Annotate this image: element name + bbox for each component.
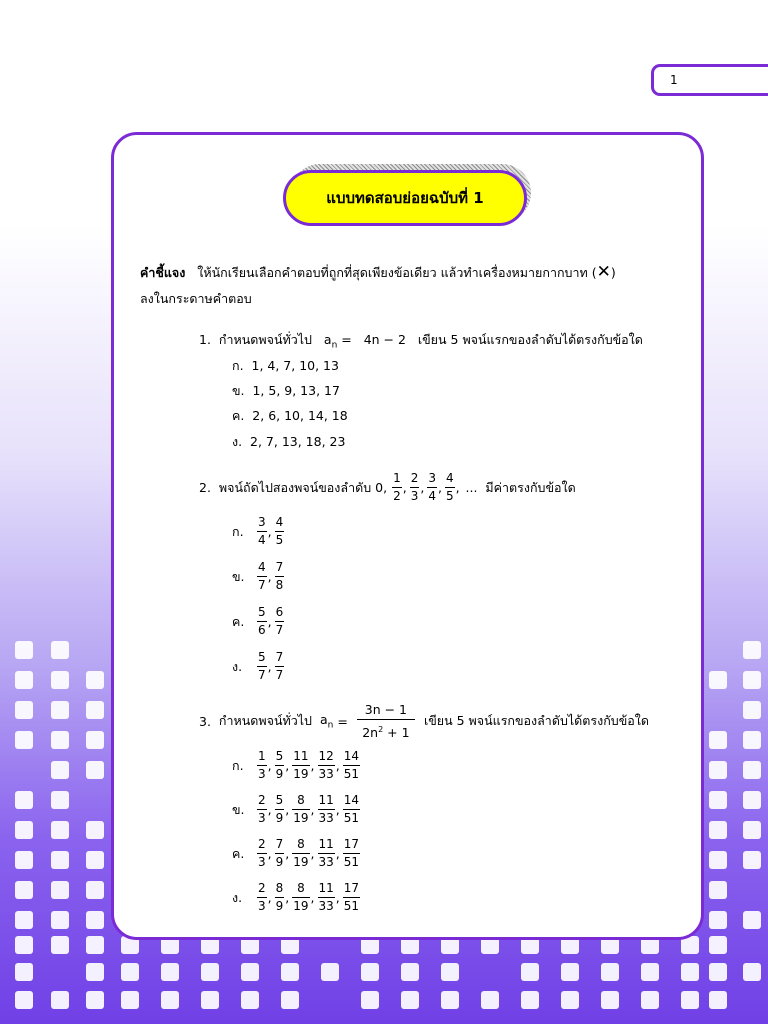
- question-1-formula: 4n − 2: [363, 332, 406, 347]
- page-number: 1: [670, 73, 678, 87]
- decor-square: [401, 991, 419, 1009]
- decor-square: [121, 991, 139, 1009]
- instructions-heading: คำชี้แจง: [140, 265, 186, 280]
- quiz-title: แบบทดสอบย่อยฉบับที่ 1: [283, 170, 527, 226]
- decor-square: [743, 911, 761, 929]
- choice-fraction: $\frac{7}{9}$: [275, 837, 284, 869]
- decor-square: [361, 991, 379, 1009]
- decor-square: [15, 641, 33, 659]
- decor-square: [161, 991, 179, 1009]
- decor-square: [241, 991, 259, 1009]
- question-1: [199, 330, 643, 351]
- decor-square: [86, 936, 104, 954]
- decor-square: [709, 761, 727, 779]
- q1-choice-c: ค. 2, 6, 10, 14, 18: [232, 408, 348, 423]
- decor-square: [86, 851, 104, 869]
- decor-square: [521, 963, 539, 981]
- q3-choice-a: ก. $\frac{1}{3}$ , $\frac{5}{9}$ , $\frac{11}{19}$ , $\frac{12}{33}$ , $\frac{14}{51}$: [232, 749, 360, 781]
- instructions-text: ให้นักเรียนเลือกคำตอบที่ถูกที่สุดเพียงข้อเดียว แล้วทำเครื่องหมายกากบาท (: [197, 265, 597, 280]
- decor-square: [86, 821, 104, 839]
- decor-square: [51, 761, 69, 779]
- choice-fraction: $\frac{7}{7}$: [275, 650, 284, 682]
- decor-square: [86, 911, 104, 929]
- choice-fraction: $\frac{11}{33}$: [318, 793, 334, 825]
- decor-square: [709, 881, 727, 899]
- choice-fraction: $\frac{5}{9}$: [275, 793, 284, 825]
- decor-square: [709, 911, 727, 929]
- question-1-number: 1.: [199, 332, 211, 347]
- question-2-seq-start: 0,: [375, 480, 388, 495]
- choice-fraction: $\frac{12}{33}$: [318, 749, 334, 781]
- decor-square: [86, 991, 104, 1009]
- decor-square: [521, 991, 539, 1009]
- decor-square: [15, 881, 33, 899]
- decor-square: [51, 851, 69, 869]
- decor-square: [743, 641, 761, 659]
- instructions-close-paren: ): [610, 265, 616, 280]
- decor-square: [709, 851, 727, 869]
- question-3-equals: =: [337, 713, 348, 729]
- decor-square: [709, 963, 727, 981]
- decor-square: [15, 991, 33, 1009]
- question-3-suffix: เขียน 5 พจน์แรกของลำดับได้ตรงกับข้อใด: [423, 713, 649, 729]
- decor-square: [641, 963, 659, 981]
- question-3-number: 3.: [199, 713, 211, 729]
- decor-square: [86, 671, 104, 689]
- choice-fraction: $\frac{7}{8}$: [275, 560, 284, 592]
- choice-fraction: $\frac{4}{7}$: [258, 560, 266, 592]
- decor-square: [361, 963, 379, 981]
- page-number-tab: [651, 64, 768, 96]
- seq-fraction: $\frac{4}{5}$: [445, 471, 454, 503]
- decor-square: [709, 731, 727, 749]
- q1-choice-d: ง. 2, 7, 13, 18, 23: [232, 434, 346, 449]
- decor-square: [201, 963, 219, 981]
- choice-fraction: $\frac{8}{19}$: [293, 881, 309, 913]
- decor-square: [241, 963, 259, 981]
- decor-square: [51, 701, 69, 719]
- q1-choice-b: ข. 1, 5, 9, 13, 17: [232, 383, 340, 398]
- question-2: 2. พจน์ถัดไปสองพจน์ของลำดับ 0, $\frac{1}{2}$ , $\frac{2}{3}$ , $\frac{3}{4}$ , $\frac{4}{5}$ , ... มีค่าตรงกับข้อใด: [199, 471, 576, 503]
- q2-choice-c: ค. $\frac{5}{6}$ , $\frac{6}{7}$: [232, 605, 284, 637]
- question-2-prefix: พจน์ถัดไปสองพจน์ของลำดับ: [218, 479, 372, 495]
- decor-square: [86, 731, 104, 749]
- decor-square: [743, 731, 761, 749]
- decor-square: [15, 936, 33, 954]
- choice-fraction: $\frac{14}{51}$: [343, 793, 360, 825]
- decor-square: [15, 701, 33, 719]
- choice-fraction: $\frac{11}{33}$: [318, 881, 334, 913]
- question-2-suffix: มีค่าตรงกับข้อใด: [485, 479, 576, 495]
- question-1-equals: =: [341, 332, 352, 347]
- decor-square: [51, 641, 69, 659]
- q2-choice-b: ข. $\frac{4}{7}$ , $\frac{7}{8}$: [232, 560, 284, 592]
- choice-fraction: $\frac{11}{33}$: [318, 837, 334, 869]
- q2-choice-a: ก. $\frac{3}{4}$ , $\frac{4}{5}$: [232, 515, 284, 547]
- decor-square: [86, 881, 104, 899]
- decor-square: [51, 991, 69, 1009]
- choice-fraction: $\frac{5}{6}$: [258, 605, 266, 637]
- question-1-suffix: เขียน 5 พจน์แรกของลำดับได้ตรงกับข้อใด: [417, 332, 643, 347]
- decor-square: [161, 963, 179, 981]
- question-3-formula: $\frac{3n - 1}{2n^2 + 1}$: [357, 700, 415, 742]
- q2-choice-d: ง. $\frac{5}{7}$ , $\frac{7}{7}$: [232, 650, 284, 682]
- decor-square: [441, 963, 459, 981]
- choice-fraction: $\frac{8}{19}$: [293, 793, 309, 825]
- decor-square: [51, 881, 69, 899]
- question-3: [199, 700, 649, 742]
- choice-fraction: $\frac{5}{9}$: [275, 749, 284, 781]
- choice-fraction: $\frac{1}{3}$: [258, 749, 266, 781]
- decor-square: [15, 731, 33, 749]
- decor-square: [709, 991, 727, 1009]
- cross-mark-icon: ✕: [596, 262, 611, 282]
- choice-fraction: $\frac{4}{5}$: [275, 515, 284, 547]
- q3-choice-d: ง. $\frac{2}{3}$ , $\frac{8}{9}$ , $\frac{8}{19}$ , $\frac{11}{33}$ , $\frac{17}{51}$: [232, 881, 360, 913]
- decor-square: [441, 991, 459, 1009]
- decor-square: [51, 731, 69, 749]
- decor-square: [743, 821, 761, 839]
- decor-square: [709, 791, 727, 809]
- choice-fraction: $\frac{6}{7}$: [275, 605, 284, 637]
- instructions-line-1: [140, 262, 616, 283]
- instructions-line-2: ลงในกระดาษคำตอบ: [140, 291, 252, 306]
- choice-fraction: $\frac{5}{7}$: [258, 650, 266, 682]
- decor-square: [15, 911, 33, 929]
- decor-square: [15, 671, 33, 689]
- decor-square: [201, 991, 219, 1009]
- question-1-term: $a_n$: [323, 332, 338, 351]
- question-3-prefix: กำหนดพจน์ทั่วไป: [218, 713, 312, 729]
- decor-square: [281, 991, 299, 1009]
- decor-square: [51, 911, 69, 929]
- question-3-term: $a_n$: [319, 711, 334, 731]
- decor-square: [743, 701, 761, 719]
- choice-fraction: $\frac{2}{3}$: [258, 793, 266, 825]
- question-2-ellipsis: ...: [465, 480, 478, 495]
- decor-square: [601, 991, 619, 1009]
- q1-choice-a: ก. 1, 4, 7, 10, 13: [232, 358, 339, 373]
- decor-square: [15, 791, 33, 809]
- choice-fraction: $\frac{2}{3}$: [258, 881, 266, 913]
- choice-fraction: $\frac{11}{19}$: [293, 749, 309, 781]
- decor-square: [15, 851, 33, 869]
- decor-square: [681, 991, 699, 1009]
- decor-square: [561, 963, 579, 981]
- choice-fraction: $\frac{3}{4}$: [258, 515, 266, 547]
- decor-square: [51, 936, 69, 954]
- decor-square: [401, 963, 419, 981]
- decor-square: [51, 671, 69, 689]
- seq-fraction: $\frac{1}{2}$: [393, 471, 401, 503]
- decor-square: [641, 991, 659, 1009]
- decor-square: [86, 701, 104, 719]
- decor-square: [743, 671, 761, 689]
- decor-square: [709, 821, 727, 839]
- decor-square: [51, 821, 69, 839]
- decor-square: [15, 963, 33, 981]
- decor-square: [86, 963, 104, 981]
- decor-square: [601, 963, 619, 981]
- decor-square: [681, 963, 699, 981]
- question-2-number: 2.: [199, 480, 211, 495]
- decor-square: [743, 761, 761, 779]
- q3-choice-c: ค. $\frac{2}{3}$ , $\frac{7}{9}$ , $\frac{8}{19}$ , $\frac{11}{33}$ , $\frac{17}{51}$: [232, 837, 360, 869]
- decor-square: [321, 963, 339, 981]
- choice-fraction: $\frac{17}{51}$: [343, 881, 360, 913]
- choice-fraction: $\frac{2}{3}$: [258, 837, 266, 869]
- choice-fraction: $\frac{8}{19}$: [293, 837, 309, 869]
- quiz-card: [111, 132, 704, 940]
- decor-square: [281, 963, 299, 981]
- choice-fraction: $\frac{8}{9}$: [275, 881, 284, 913]
- decor-square: [743, 963, 761, 981]
- q3-choice-b: ข. $\frac{2}{3}$ , $\frac{5}{9}$ , $\frac{8}{19}$ , $\frac{11}{33}$ , $\frac{14}{51}$: [232, 793, 360, 825]
- decor-square: [709, 671, 727, 689]
- choice-fraction: $\frac{14}{51}$: [343, 749, 360, 781]
- decor-square: [481, 991, 499, 1009]
- decor-square: [121, 963, 139, 981]
- decor-square: [743, 791, 761, 809]
- decor-square: [86, 761, 104, 779]
- decor-square: [15, 821, 33, 839]
- decor-square: [51, 791, 69, 809]
- choice-fraction: $\frac{17}{51}$: [343, 837, 360, 869]
- seq-fraction: $\frac{3}{4}$: [428, 471, 436, 503]
- decor-square: [561, 991, 579, 1009]
- decor-square: [709, 936, 727, 954]
- seq-fraction: $\frac{2}{3}$: [410, 471, 419, 503]
- question-1-prefix: กำหนดพจน์ทั่วไป: [218, 332, 312, 347]
- decor-square: [743, 851, 761, 869]
